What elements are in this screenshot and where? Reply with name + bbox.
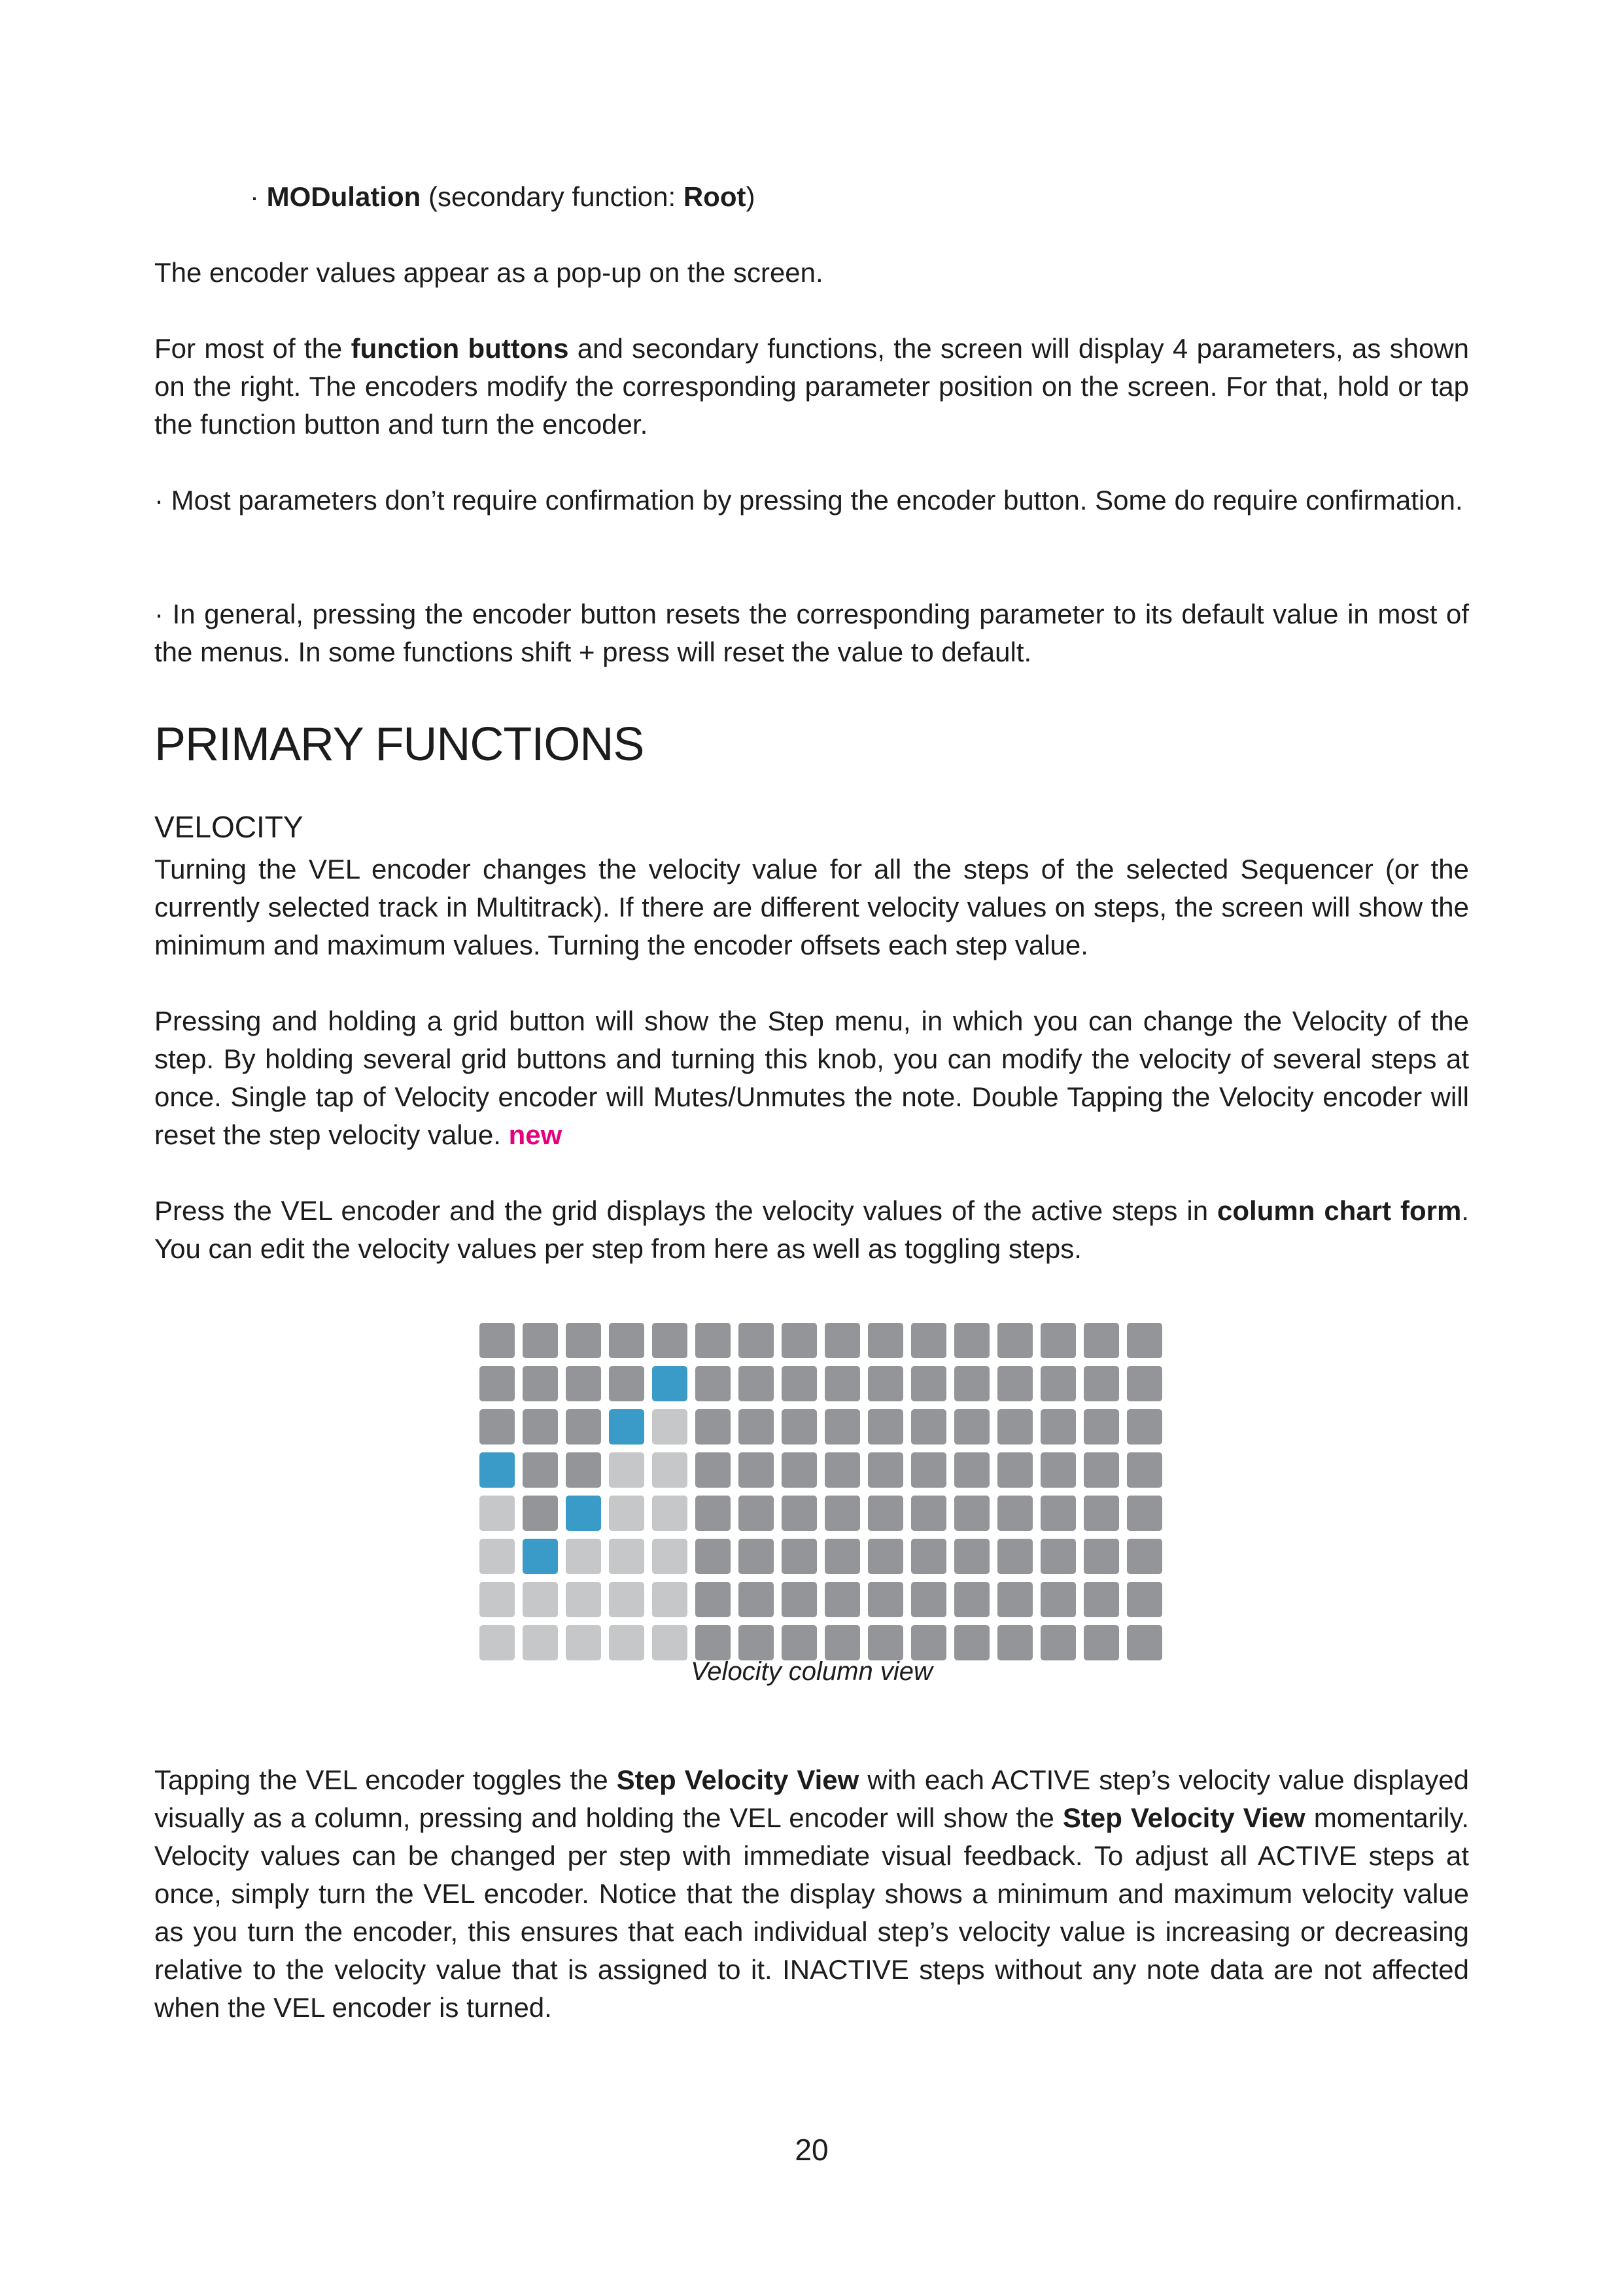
grid-button-inactive	[523, 1409, 558, 1445]
grid-button-inactive	[695, 1366, 731, 1401]
grid-button-column	[479, 1539, 515, 1574]
grid-button-inactive	[911, 1496, 946, 1531]
grid-button-inactive	[1041, 1366, 1076, 1401]
grid-button-inactive	[1041, 1539, 1076, 1574]
grid-button-inactive	[954, 1539, 990, 1574]
grid-button-inactive	[782, 1366, 817, 1401]
grid-button-inactive	[782, 1323, 817, 1358]
grid-button-column	[609, 1539, 644, 1574]
grid-button-inactive	[1127, 1366, 1162, 1401]
grid-button-column	[652, 1409, 687, 1445]
grid-button-value	[609, 1409, 644, 1445]
grid-button-inactive	[997, 1366, 1033, 1401]
grid-button-inactive	[566, 1366, 601, 1401]
grid-button-inactive	[1084, 1366, 1119, 1401]
grid-button-inactive	[868, 1496, 903, 1531]
grid-button-inactive	[738, 1539, 774, 1574]
grid-button-inactive	[479, 1366, 515, 1401]
grid-button-inactive	[997, 1409, 1033, 1445]
grid-button-inactive	[954, 1323, 990, 1358]
grid-button-inactive	[609, 1323, 644, 1358]
grid-button-value	[652, 1366, 687, 1401]
grid-button-inactive	[1127, 1496, 1162, 1531]
grid-button-inactive	[1127, 1409, 1162, 1445]
grid-button-inactive	[954, 1409, 990, 1445]
grid-button-inactive	[782, 1409, 817, 1445]
intro-paragraph-4: · In general, pressing the encoder button resets the corresponding parameter to its default value in most of the menus. In some functions shift + press will reset the value to default.	[154, 599, 1469, 667]
grid-button-column	[609, 1496, 644, 1531]
grid-button-inactive	[911, 1452, 946, 1488]
grid-button-inactive	[566, 1323, 601, 1358]
grid-button-inactive	[868, 1452, 903, 1488]
grid-button-inactive	[782, 1496, 817, 1531]
grid-button-inactive	[695, 1496, 731, 1531]
mod-bullet: · MODulation (secondary function: Root)	[250, 181, 755, 212]
grid-button-inactive	[825, 1496, 860, 1531]
grid-button-inactive	[868, 1582, 903, 1617]
grid-button-column	[652, 1539, 687, 1574]
grid-button-inactive	[954, 1452, 990, 1488]
grid-button-value	[479, 1452, 515, 1488]
intro-paragraph-1: The encoder values appear as a pop-up on the screen.	[154, 257, 823, 288]
grid-button-inactive	[695, 1452, 731, 1488]
grid-button-inactive	[652, 1323, 687, 1358]
grid-button-inactive	[1084, 1582, 1119, 1617]
grid-button-column	[479, 1582, 515, 1617]
grid-button-inactive	[868, 1366, 903, 1401]
page-number: 20	[795, 2133, 829, 2167]
grid-button-inactive	[1084, 1409, 1119, 1445]
grid-button-column	[652, 1496, 687, 1531]
grid-button-column	[652, 1582, 687, 1617]
velocity-heading: VELOCITY	[154, 810, 303, 844]
grid-button-inactive	[695, 1409, 731, 1445]
grid-button-inactive	[911, 1539, 946, 1574]
grid-button-inactive	[954, 1582, 990, 1617]
grid-button-inactive	[738, 1496, 774, 1531]
grid-button-inactive	[738, 1452, 774, 1488]
grid-button-column	[652, 1452, 687, 1488]
velocity-column-grid	[479, 1323, 1162, 1663]
grid-button-inactive	[997, 1452, 1033, 1488]
grid-button-inactive	[1084, 1496, 1119, 1531]
grid-button-inactive	[479, 1409, 515, 1445]
grid-button-inactive	[738, 1409, 774, 1445]
grid-button-column	[609, 1582, 644, 1617]
velocity-paragraph-2: Pressing and holding a grid button will show the Step menu, in which you can change the Velocity of the step. By holding several grid buttons and turning this knob, you can modify the velocity of several steps at once. Single tap of Velocity encoder will Mutes/Unmutes the note. Double Tapping the Velocity encoder will reset the step velocity value. new	[154, 1006, 1469, 1150]
new-tag: new	[508, 1119, 562, 1150]
grid-button-inactive	[523, 1323, 558, 1358]
grid-button-inactive	[1041, 1452, 1076, 1488]
grid-button-inactive	[523, 1452, 558, 1488]
grid-button-inactive	[1041, 1582, 1076, 1617]
grid-button-inactive	[954, 1366, 990, 1401]
grid-button-inactive	[523, 1366, 558, 1401]
grid-button-inactive	[868, 1539, 903, 1574]
grid-button-inactive	[1127, 1323, 1162, 1358]
grid-button-inactive	[1041, 1409, 1076, 1445]
velocity-paragraph-3: Press the VEL encoder and the grid displays the velocity values of the active steps in column chart form. You can edit the velocity values per step from here as well as toggling steps.	[154, 1195, 1469, 1264]
grid-button-inactive	[1041, 1323, 1076, 1358]
grid-button-inactive	[738, 1323, 774, 1358]
velocity-paragraph-1: Turning the VEL encoder changes the velocity value for all the steps of the selected Sequencer (or the currently selected track in Multitrack). If there are different velocity values on steps, the screen will show the minimum and maximum values. Turning the encoder offsets each step value.	[154, 854, 1469, 960]
grid-button-inactive	[825, 1366, 860, 1401]
grid-button-inactive	[782, 1539, 817, 1574]
grid-button-inactive	[911, 1366, 946, 1401]
grid-button-inactive	[1041, 1496, 1076, 1531]
grid-button-inactive	[825, 1323, 860, 1358]
grid-button-inactive	[695, 1582, 731, 1617]
grid-button-inactive	[954, 1496, 990, 1531]
grid-button-inactive	[566, 1452, 601, 1488]
intro-paragraph-2: For most of the function buttons and secondary functions, the screen will display 4 parameters, as shown on the right. The encoders modify the corresponding parameter position on the screen. For that, hold or tap the function button and turn the encoder.	[154, 333, 1469, 440]
grid-button-column	[523, 1582, 558, 1617]
grid-button-inactive	[911, 1323, 946, 1358]
grid-button-inactive	[738, 1366, 774, 1401]
grid-button-inactive	[868, 1323, 903, 1358]
grid-button-inactive	[479, 1323, 515, 1358]
grid-button-inactive	[1084, 1323, 1119, 1358]
grid-button-inactive	[1084, 1452, 1119, 1488]
intro-paragraph-3: · Most parameters don’t require confirmation by pressing the encoder button. Some do require confirmation.	[154, 485, 1463, 516]
grid-button-inactive	[997, 1496, 1033, 1531]
grid-button-inactive	[782, 1452, 817, 1488]
grid-button-inactive	[1084, 1539, 1119, 1574]
grid-button-value	[523, 1539, 558, 1574]
grid-button-inactive	[695, 1539, 731, 1574]
grid-button-inactive	[997, 1582, 1033, 1617]
grid-button-inactive	[825, 1582, 860, 1617]
grid-button-inactive	[1127, 1582, 1162, 1617]
grid-button-inactive	[523, 1496, 558, 1531]
grid-button-inactive	[911, 1409, 946, 1445]
section-title: PRIMARY FUNCTIONS	[154, 718, 644, 771]
grid-button-inactive	[782, 1582, 817, 1617]
grid-button-value	[566, 1496, 601, 1531]
grid-button-inactive	[825, 1409, 860, 1445]
grid-button-inactive	[997, 1323, 1033, 1358]
grid-button-inactive	[1127, 1452, 1162, 1488]
velocity-paragraph-4: Tapping the VEL encoder toggles the Step Velocity View with each ACTIVE step’s velocity value displayed visually as a column, pressing and holding the VEL encoder will show the Step Velocity View momentarily. Velocity values can be changed per step with immediate visual feedback. To adjust all ACTIVE steps at once, simply turn the VEL encoder. Notice that the display shows a minimum and maximum velocity value as you turn the encoder, this ensures that each individual step’s velocity value is increasing or decreasing relative to the velocity value that is assigned to it. INACTIVE steps without any note data are not affected when the VEL encoder is turned.	[154, 1764, 1469, 2023]
grid-caption: Velocity column view	[691, 1657, 933, 1686]
grid-button-inactive	[825, 1452, 860, 1488]
grid-button-inactive	[911, 1582, 946, 1617]
grid-button-inactive	[609, 1366, 644, 1401]
grid-button-column	[479, 1496, 515, 1531]
grid-button-column	[566, 1582, 601, 1617]
grid-button-column	[609, 1452, 644, 1488]
grid-button-inactive	[566, 1409, 601, 1445]
grid-button-inactive	[738, 1582, 774, 1617]
grid-button-inactive	[1127, 1539, 1162, 1574]
grid-button-inactive	[868, 1409, 903, 1445]
grid-button-inactive	[825, 1539, 860, 1574]
grid-button-inactive	[695, 1323, 731, 1358]
grid-button-column	[566, 1539, 601, 1574]
grid-button-inactive	[997, 1539, 1033, 1574]
